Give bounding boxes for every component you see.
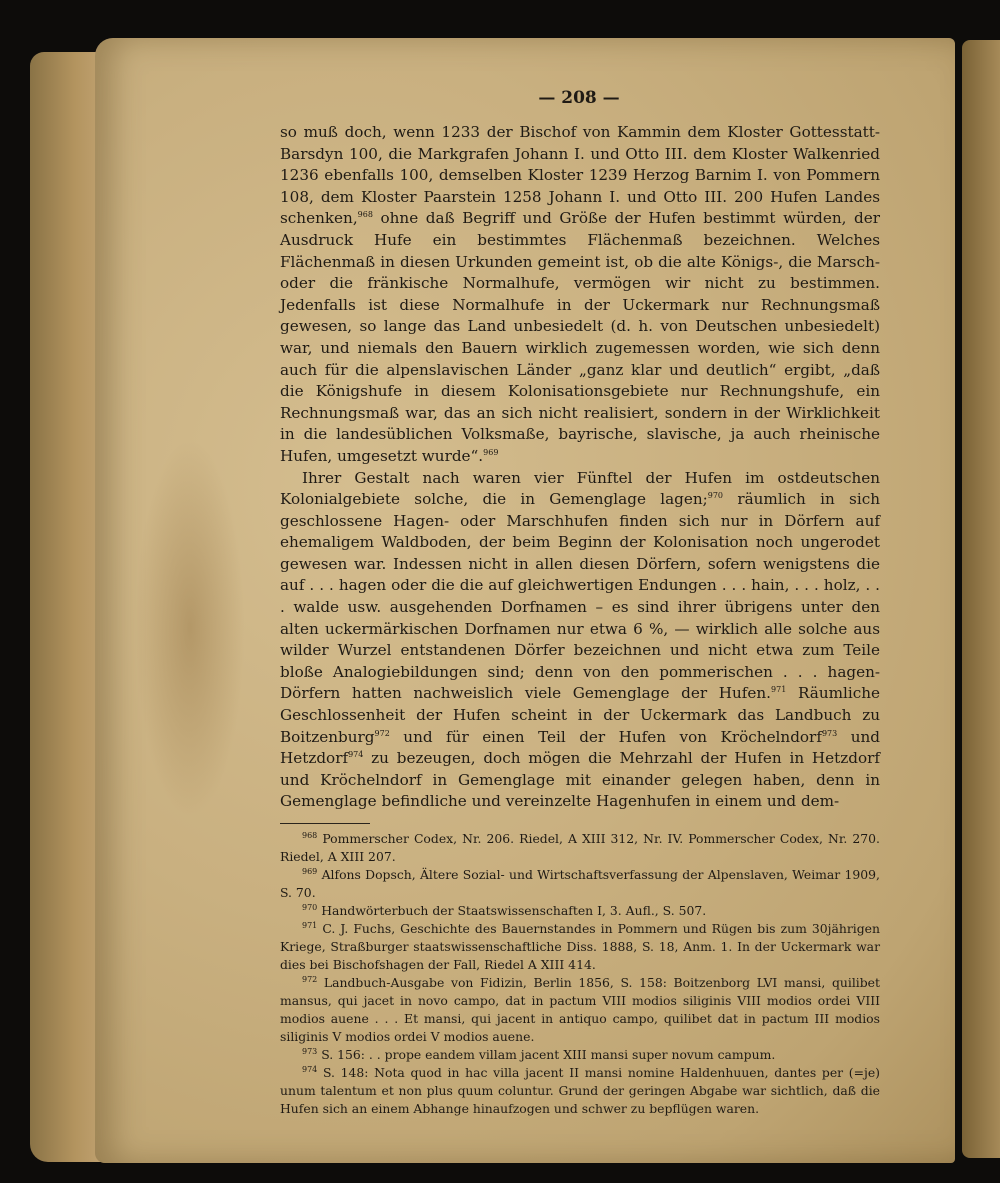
footnote-text: Alfons Dopsch, Ältere Sozial- und Wirtschaftsverfassung der Alpenslaven, Weimar 1909, S. 70. — [280, 867, 880, 900]
footnote-ref: 973 — [821, 728, 838, 738]
footnote — [280, 974, 880, 1046]
footnote-number: 971 — [302, 920, 318, 930]
paragraph-2 — [280, 468, 880, 814]
footnote — [280, 902, 880, 920]
footnote — [280, 866, 880, 902]
footnote-number: 974 — [302, 1064, 318, 1074]
text-run: zu bezeugen, doch mögen die Mehrzahl der Hufen in Hetzdorf und Kröchelndorf in Gemenglage mit einander gelegen haben, denn in Gemenglage befindliche und vereinzelte Hagenhufen in einem und dem- — [280, 749, 880, 811]
footnote-text: S. 156: . . prope eandem villam jacent XIII mansi super novum campum. — [317, 1047, 776, 1062]
text-run: und Hetzdorf — [280, 727, 880, 768]
footnote-ref: 969 — [483, 447, 499, 457]
footnote-text: S. 148: Nota quod in hac villa jacent II mansi nomine Haldenhuuen, dantes per (=je) unum talentum et non plus quum coluntur. Grund der geringen Abgabe war sichtlich, daß die Hufen sich an einem Abhange hinaufzogen und schwer zu bepflügen waren. — [280, 1065, 880, 1116]
water-stain — [135, 438, 245, 818]
text-run: räumlich in sich geschlossene Hagen- oder Marschhufen finden sich nur in Dörfern auf ehemaligem Waldboden, der beim Beginn der Kolonisation noch ungerodet gewesen war. Indessen nicht in allen diesen Dörfern, sofern wenigstens die auf . . . hagen oder die die auf gleichwertigen Endungen . . . hain, . . . holz, . . . walde usw. ausgehenden Dorfnamen – es sind ihrer übrigens unter den alten uckermärkischen Dorfnamen nur etwa 6 %, — wirklich alle solche aus wilder Wurzel entstandenen Dörfer bezeichnen und nicht etwa zum Teile bloße Analogiebildungen sind; denn von den pommerischen . . . hagen-Dörfern hatten nachweislich viele Gemenglage der Hufen. — [280, 490, 880, 703]
footnote-text: Landbuch-Ausgabe von Fidizin, Berlin 1856, S. 158: Boitzenborg LVI mansi, quilibet mansus, qui jacet in novo campo, dat in pactum VIII modios siliginis VIII modios ordei VIII modios auene . . . Et mansi, qui jacent in antiquo campo, quilibet dat in pactum III modios siliginis V modios ordei V modios auene. — [280, 975, 880, 1044]
footnote-ref: 971 — [771, 685, 787, 695]
footnote — [280, 1046, 880, 1064]
footnote-number: 968 — [302, 830, 318, 840]
page-number: — 208 — — [538, 88, 620, 108]
footnote-number: 973 — [302, 1046, 318, 1056]
footnote-ref: 970 — [707, 491, 724, 501]
footnote — [280, 830, 880, 866]
footnote-number: 972 — [302, 974, 318, 984]
main-text — [280, 122, 880, 813]
text-run: so muß doch, wenn 1233 der Bischof von Kammin dem Kloster Gottesstatt-Barsdyn 100, die Markgrafen Johann I. und Otto III. dem Kloster Walkenried 1236 ebenfalls 100, demselben Kloster 1239 Herzog Barnim I. von Pommern 108, dem Kloster Paarstein 1258 Johann I. und Otto III. 200 Hufen Landes schenken, — [280, 123, 880, 228]
footnote-number: 969 — [302, 866, 318, 876]
footnote-text: C. J. Fuchs, Geschichte des Bauernstandes in Pommern und Rügen bis zum 30jährigen Kriege, Straßburger staatswissenschaftliche Diss. 1888, S. 18, Anm. 1. In der Uckermark war dies bei Bischofshagen der Fall, Riedel A XIII 414. — [280, 921, 880, 972]
footnote-ref: 968 — [357, 210, 373, 220]
paragraph-1 — [280, 122, 880, 468]
footnote — [280, 1064, 880, 1118]
footnote-separator — [280, 823, 370, 824]
footnote — [280, 920, 880, 974]
text-run: ohne daß Begriff und Größe der Hufen bestimmt würden, der Ausdruck Hufe ein bestimmtes Flächenmaß bezeichnen. Welches Flächenmaß in diesen Urkunden gemeint ist, ob die alte Königs-, die Marsch- oder die fränkische Normalhufe, vermögen wir nicht zu bestimmen. Jedenfalls ist diese Normalhufe in der Uckermark nur Rechnungsmaß gewesen, so lange das Land unbesiedelt (d. h. von Deutschen unbesiedelt) war, und niemals den Bauern wirklich zugemessen worden, wie sich denn auch für die alpenslavischen Länder „ganz klar und deutlich“ ergibt, „daß die Königshufe in diesem Kolonisationsgebiete nur Rechnungshufe, ein Rechnungsmaß war, das an sich nicht realisiert, sondern in der Wirklichkeit in die landesüblichen Volksmaße, bayrische, slavische, ja auch rheinische Hufen, umgesetzt wurde“. — [280, 209, 880, 465]
footnotes — [280, 830, 880, 1118]
text-run: und für einen Teil der Hufen von Kröchelndorf — [389, 727, 822, 746]
text-run: Räumliche Geschlossenheit der Hufen scheint in der Uckermark das Landbuch zu Boitzenburg — [280, 684, 880, 746]
footnote-text: Handwörterbuch der Staatswissenschaften I, 3. Aufl., S. 507. — [317, 903, 707, 918]
text-run: Ihrer Gestalt nach waren vier Fünftel der Hufen im ostdeutschen Kolonialgebiete solche, die in Gemenglage lagen; — [280, 468, 880, 509]
footnote-ref: 974 — [348, 750, 364, 760]
page-content — [280, 88, 880, 1118]
footnote-ref: 972 — [374, 728, 390, 738]
facing-page-edge — [962, 40, 1000, 1158]
footnote-text: Pommerscher Codex, Nr. 206. Riedel, A XIII 312, Nr. IV. Pommerscher Codex, Nr. 270. Riedel, A XIII 207. — [280, 831, 880, 864]
footnote-number: 970 — [302, 902, 318, 912]
